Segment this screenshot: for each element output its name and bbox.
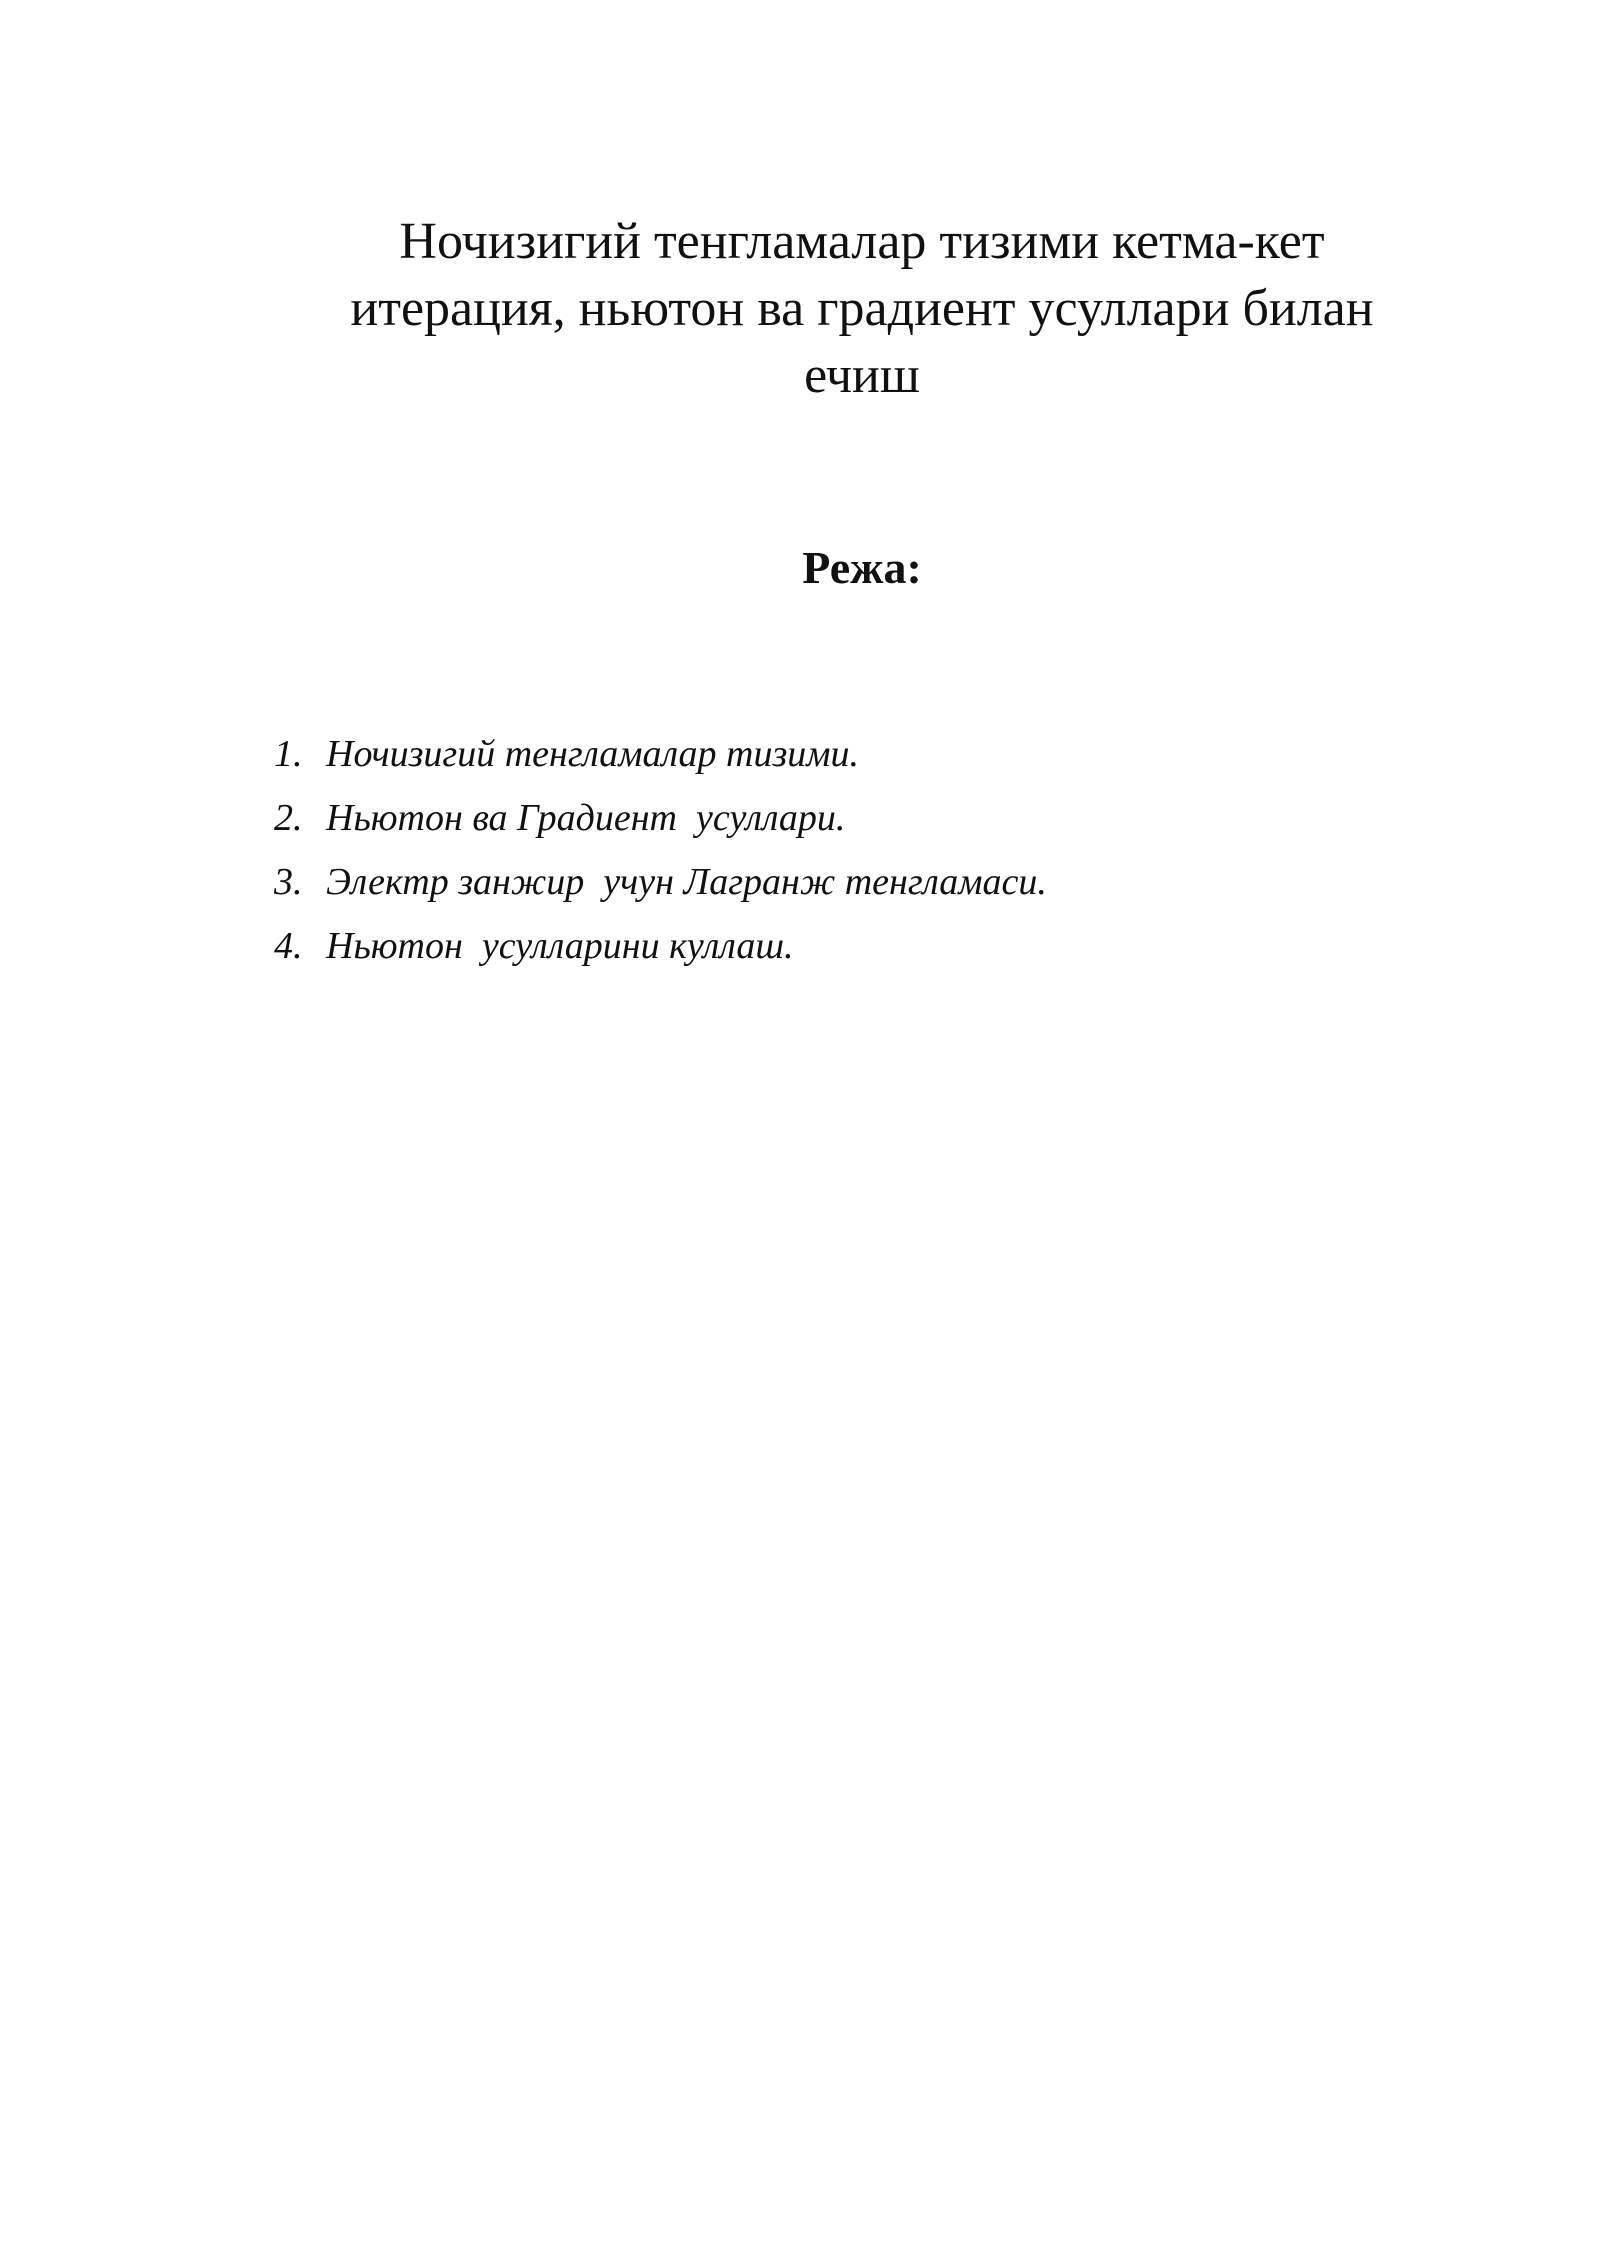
plan-heading: Режа: [802, 542, 922, 593]
plan-item-text: Ночизигий тенгламалар тизими. [326, 733, 860, 775]
title-line-3: ечиш [804, 347, 920, 404]
plan-item-number: 2. [274, 797, 303, 839]
plan-item-text: Ньютон ва Градиент усуллари. [326, 797, 846, 839]
title-line-2: итерация, ньютон ва градиент усуллари билан [350, 280, 1374, 337]
plan-item-3 [274, 850, 1047, 914]
plan-item-2 [274, 786, 1047, 850]
plan-item-number: 3. [274, 861, 303, 903]
plan-list [274, 722, 1047, 978]
document-title [262, 208, 1462, 409]
plan-item-number: 1. [274, 733, 303, 775]
plan-item-4 [274, 914, 1047, 978]
plan-item-number: 4. [274, 925, 303, 967]
plan-item-1 [274, 722, 1047, 786]
title-line-1: Ночизигий тенгламалар тизими кетма-кет [399, 213, 1325, 270]
plan-item-text: Ньютон усулларини куллаш. [326, 925, 794, 967]
plan-item-text: Электр занжир учун Лагранж тенгламаси. [326, 861, 1047, 903]
